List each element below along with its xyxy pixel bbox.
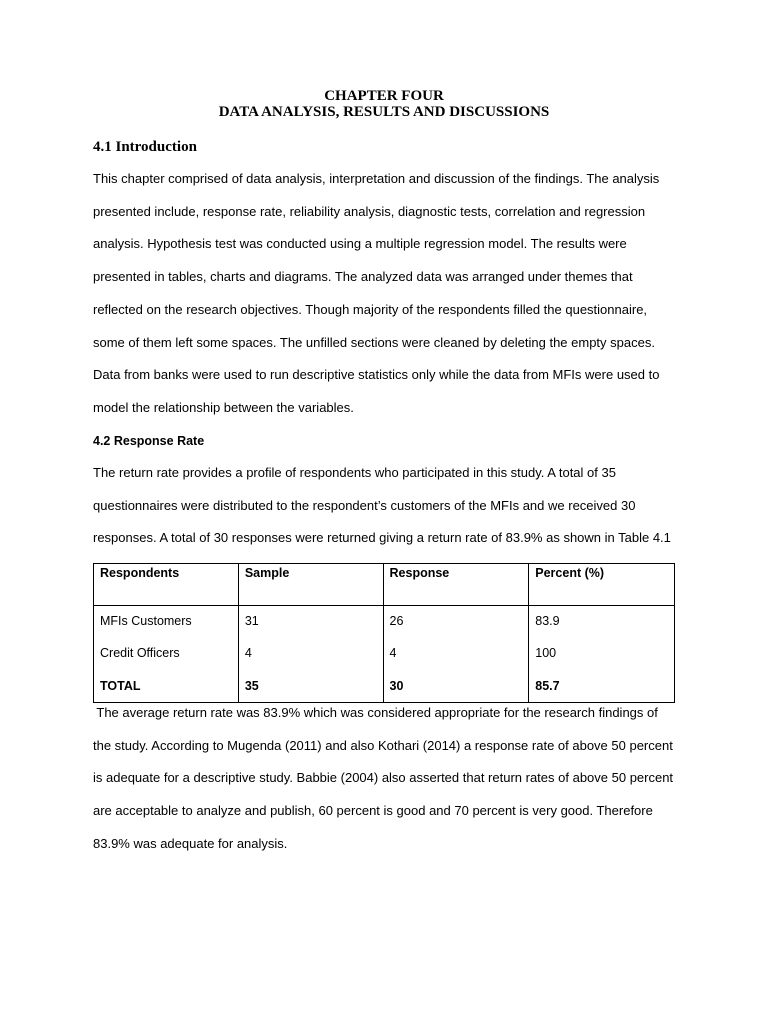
column-header-sample: Sample xyxy=(238,564,383,606)
paragraph-line: is adequate for a descriptive study. Babbie (2004) also asserted that return rates of above 50 percent xyxy=(93,770,674,786)
paragraph-line: presented in tables, charts and diagrams. The analyzed data was arranged under themes that xyxy=(93,269,633,285)
paragraph-line: some of them left some spaces. The unfilled sections were cleaned by deleting the empty spaces. xyxy=(93,334,655,350)
introduction-paragraph xyxy=(93,163,693,425)
table-cell: 26 xyxy=(383,606,529,646)
paragraph-line: presented include, response rate, reliability analysis, diagnostic tests, correlation and regression xyxy=(93,203,646,219)
table-cell: Credit Officers xyxy=(94,646,239,679)
chapter-number: CHAPTER FOUR xyxy=(324,88,444,104)
table-row xyxy=(94,646,675,679)
table-cell: 85.7 xyxy=(529,679,675,703)
column-header-respondents: Respondents xyxy=(94,564,239,606)
table-cell: 4 xyxy=(238,646,383,679)
paragraph-line: reflected on the research objectives. Though majority of the respondents filled the questionnaire, xyxy=(93,301,648,317)
table-cell: 4 xyxy=(383,646,529,679)
paragraph-line: Data from banks were used to run descriptive statistics only while the data from MFIs were used to xyxy=(93,367,660,383)
response-rate-paragraph xyxy=(93,457,693,555)
paragraph-line: responses. A total of 30 responses were returned giving a return rate of 83.9% as shown in Table 4.1 xyxy=(93,530,671,546)
table-cell: TOTAL xyxy=(94,679,239,703)
table-cell: 31 xyxy=(238,606,383,646)
paragraph-line: The average return rate was 83.9% which was considered appropriate for the research findings of xyxy=(93,705,658,720)
paragraph-line: model the relationship between the variables. xyxy=(93,399,354,415)
column-header-response: Response xyxy=(383,564,529,606)
table-header-row xyxy=(94,564,675,606)
table-cell: MFIs Customers xyxy=(94,606,239,646)
chapter-title: DATA ANALYSIS, RESULTS AND DISCUSSIONS xyxy=(218,104,550,120)
table-cell: 100 xyxy=(529,646,675,679)
column-header-percent: Percent (%) xyxy=(529,564,675,606)
paragraph-line: This chapter comprised of data analysis, interpretation and discussion of the findings. The analysis xyxy=(93,171,660,186)
section-heading-introduction: 4.1 Introduction xyxy=(93,139,197,155)
response-rate-table xyxy=(93,563,675,703)
table-cell: 83.9 xyxy=(529,606,675,646)
section-heading-response-rate: 4.2 Response Rate xyxy=(93,434,205,448)
discussion-paragraph xyxy=(93,697,693,861)
table-row xyxy=(94,606,675,646)
paragraph-line: analysis. Hypothesis test was conducted using a multiple regression model. The results were xyxy=(93,236,627,252)
paragraph-line: the study. According to Mugenda (2011) and also Kothari (2014) a response rate of above 50 percent xyxy=(93,737,673,753)
paragraph-line: The return rate provides a profile of respondents who participated in this study. A total of 35 xyxy=(93,465,616,480)
paragraph-line: are acceptable to analyze and publish, 60 percent is good and 70 percent is very good. Therefore xyxy=(93,803,653,819)
table-cell: 30 xyxy=(383,679,529,703)
paragraph-line: 83.9% was adequate for analysis. xyxy=(93,835,288,851)
paragraph-line: questionnaires were distributed to the respondent’s customers of the MFIs and we received 30 xyxy=(93,497,636,513)
table-cell: 35 xyxy=(238,679,383,703)
